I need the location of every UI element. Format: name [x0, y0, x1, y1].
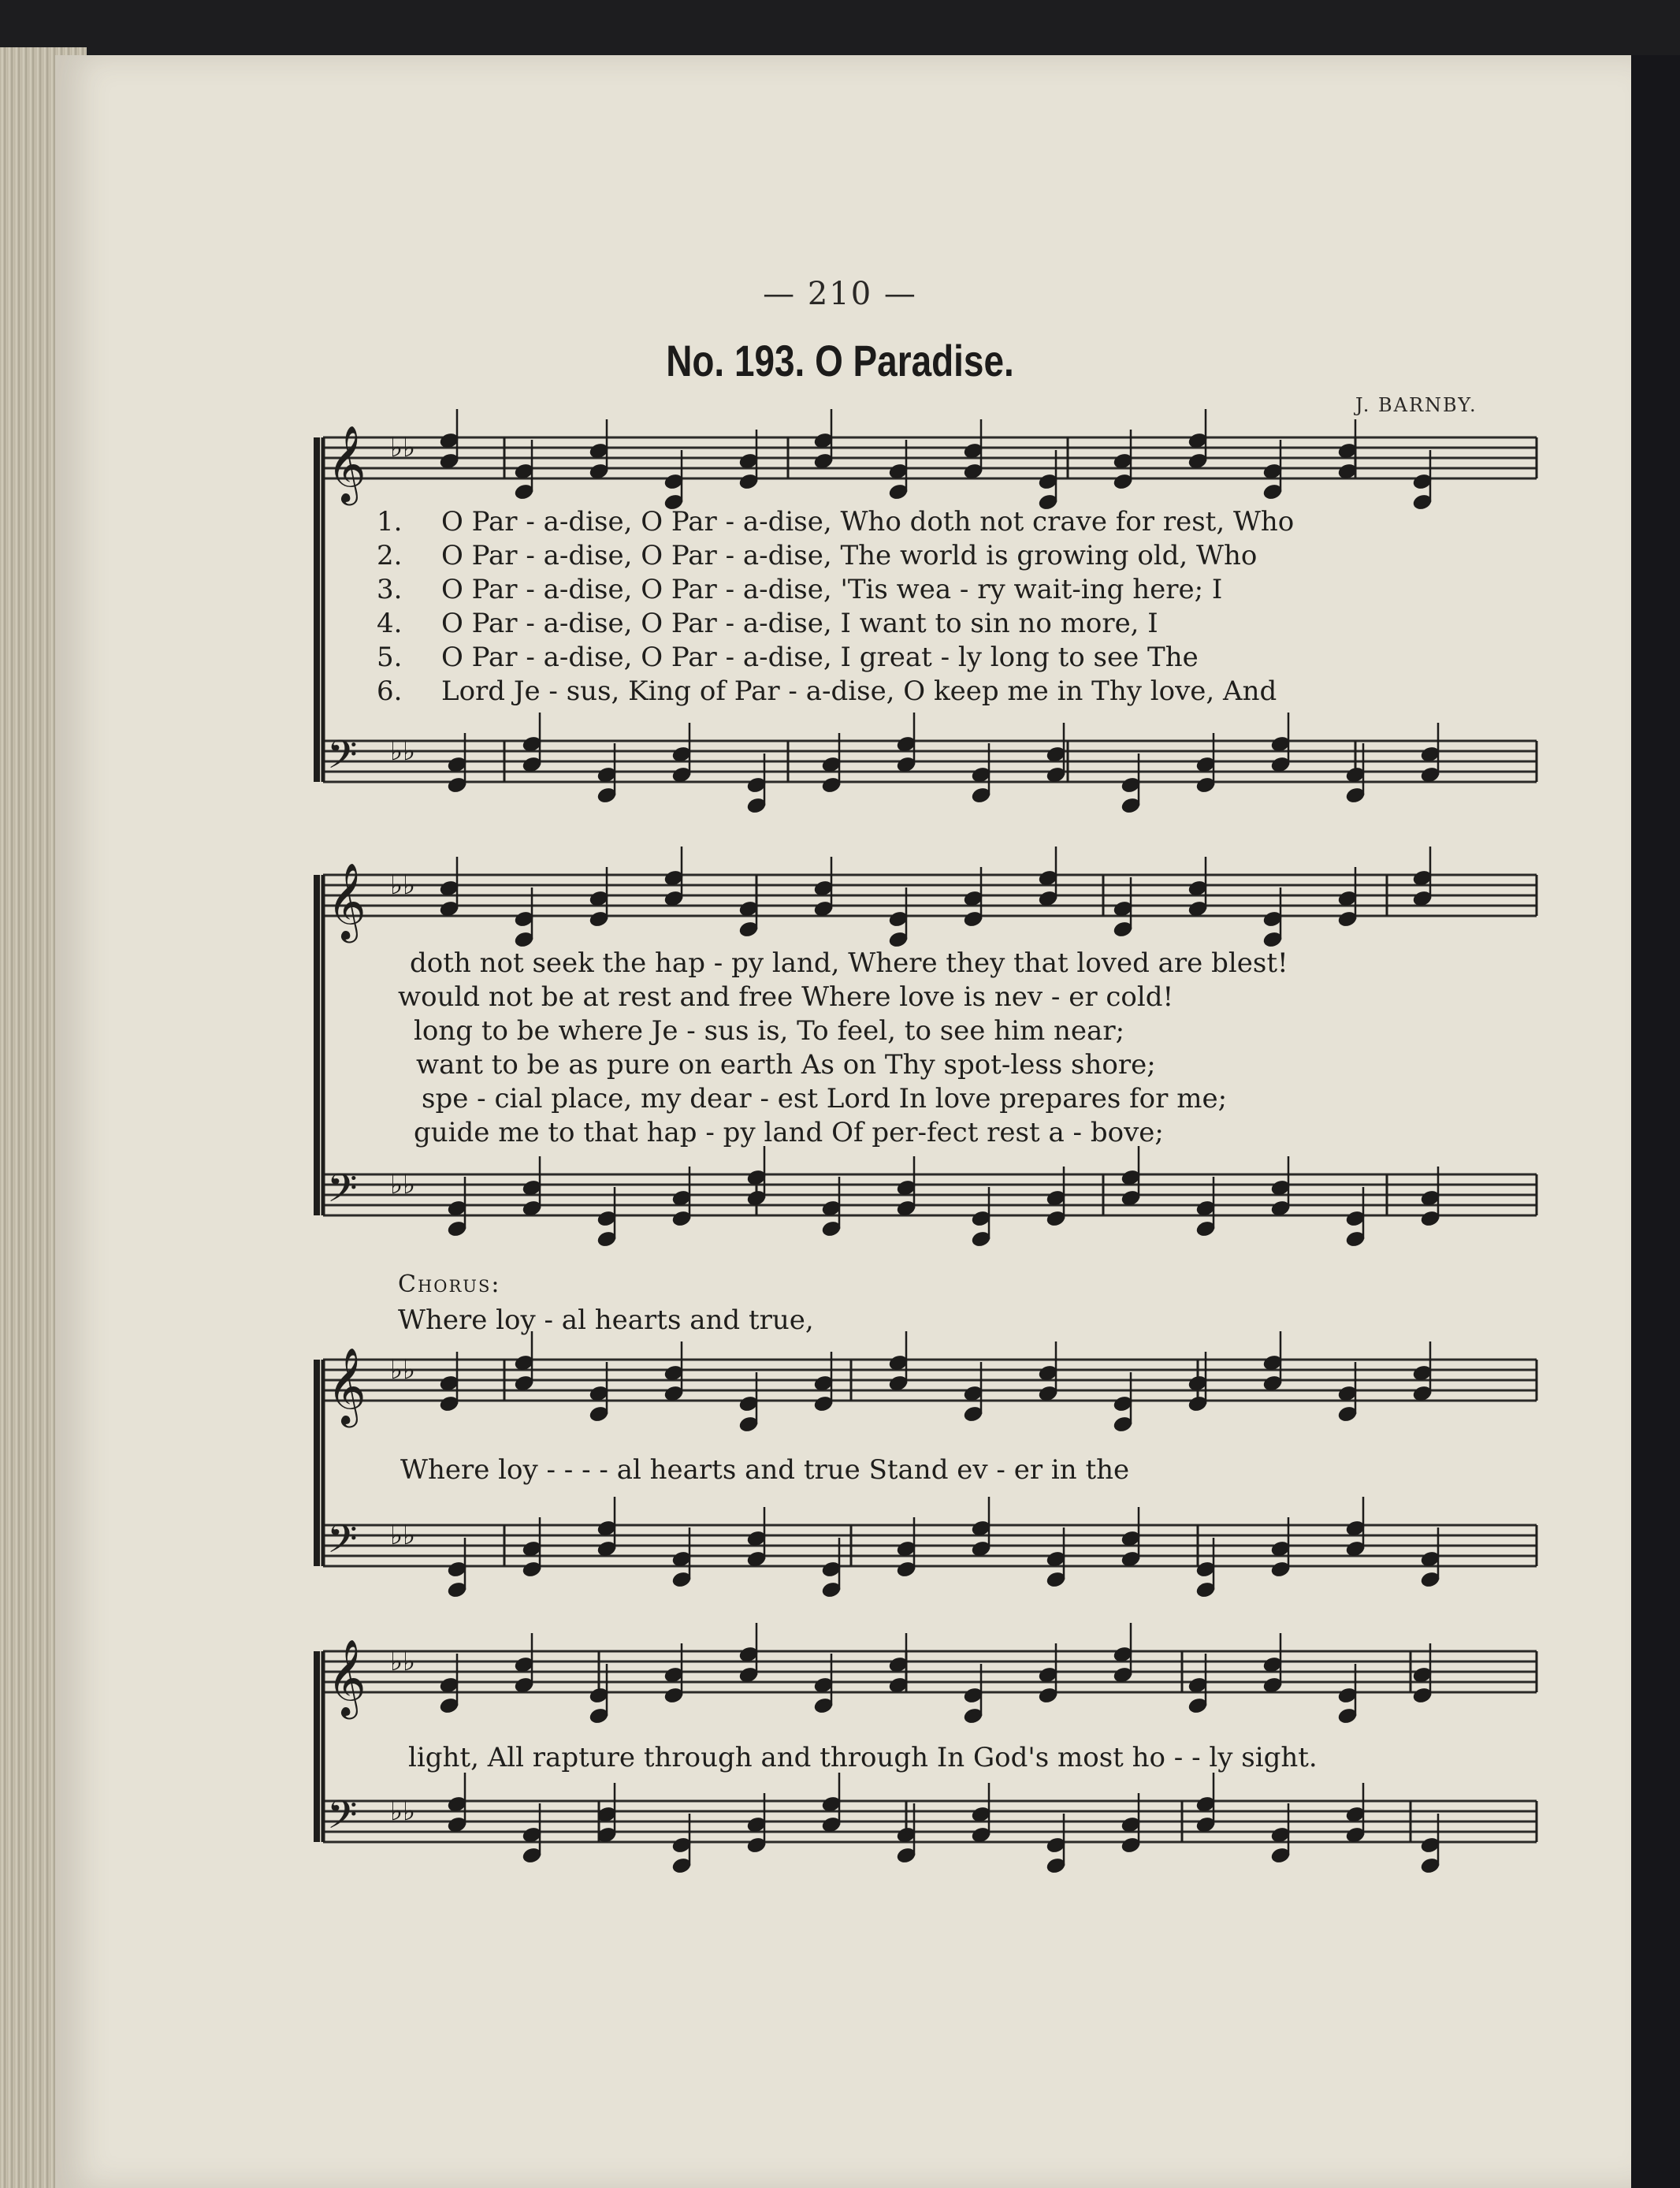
flat-sign-icon: ♭♭ — [390, 1520, 416, 1551]
flat-sign-icon: ♭♭ — [390, 1646, 416, 1677]
bass-clef-icon: 𝄢 — [327, 1792, 358, 1848]
treble-clef-icon: 𝄞 — [327, 425, 366, 502]
verse-4-line-2: want to be as pure on earth As on Thy spot-less shore; — [416, 1049, 1156, 1081]
flat-sign-icon: ♭♭ — [390, 869, 416, 901]
bass-clef-icon: 𝄢 — [327, 1166, 358, 1221]
verse-3-line-1: O Par - a-dise, O Par - a-dise, 'Tis wea - ry wait-ing here; I — [441, 574, 1223, 605]
verse-2-line-2: would not be at rest and free Where love is nev - er cold! — [398, 981, 1174, 1013]
verse-number-4: 4. — [377, 608, 403, 639]
verse-3-line-2: long to be where Je - sus is, To feel, to see him near; — [414, 1015, 1125, 1047]
chorus-final-lyric: light, All rapture through and through In God's most ho - - ly sight. — [408, 1742, 1318, 1773]
flat-sign-icon: ♭♭ — [390, 1795, 416, 1827]
hymn-title: No. 193. O Paradise. — [666, 336, 1014, 385]
verse-number-3: 3. — [377, 574, 403, 605]
verse-1-line-2: doth not seek the hap - py land, Where they that loved are blest! — [410, 947, 1288, 979]
verse-6-line-1: Lord Je - sus, King of Par - a-dise, O keep me in Thy love, And — [441, 675, 1277, 707]
bass-clef-icon: 𝄢 — [327, 1516, 358, 1572]
flat-sign-icon: ♭♭ — [390, 1354, 416, 1386]
verse-4-line-1: O Par - a-dise, O Par - a-dise, I want to sin no more, I — [441, 608, 1158, 639]
chorus-treble-lyric: Where loy - al hearts and true, — [398, 1304, 814, 1336]
verse-number-2: 2. — [377, 540, 403, 571]
flat-sign-icon: ♭♭ — [390, 735, 416, 767]
flat-sign-icon: ♭♭ — [390, 432, 416, 463]
flat-sign-icon: ♭♭ — [390, 1169, 416, 1200]
verse-5-line-1: O Par - a-dise, O Par - a-dise, I great - ly long to see The — [441, 642, 1199, 673]
page-number: — 210 — — [763, 276, 917, 312]
verse-number-6: 6. — [377, 675, 403, 707]
verse-5-line-2: spe - cial place, my dear - est Lord In love prepares for me; — [422, 1083, 1228, 1114]
bass-clef-icon: 𝄢 — [327, 732, 358, 787]
verse-6-line-2: guide me to that hap - py land Of per-fect rest a - bove; — [414, 1117, 1164, 1148]
verse-number-5: 5. — [377, 642, 403, 673]
treble-clef-icon: 𝄞 — [327, 1639, 366, 1716]
composer-credit: J. BARNBY. — [1355, 394, 1477, 416]
treble-clef-icon: 𝄞 — [327, 862, 366, 940]
verse-2-line-1: O Par - a-dise, O Par - a-dise, The world is growing old, Who — [441, 540, 1258, 571]
chorus-bass-lyric: Where loy - - - - al hearts and true Stand ev - er in the — [400, 1454, 1130, 1486]
verse-1-line-1: O Par - a-dise, O Par - a-dise, Who doth not crave for rest, Who — [441, 506, 1295, 538]
chorus-label: Chorus: — [398, 1271, 501, 1298]
treble-clef-icon: 𝄞 — [327, 1347, 366, 1424]
verse-number-1: 1. — [377, 506, 403, 538]
